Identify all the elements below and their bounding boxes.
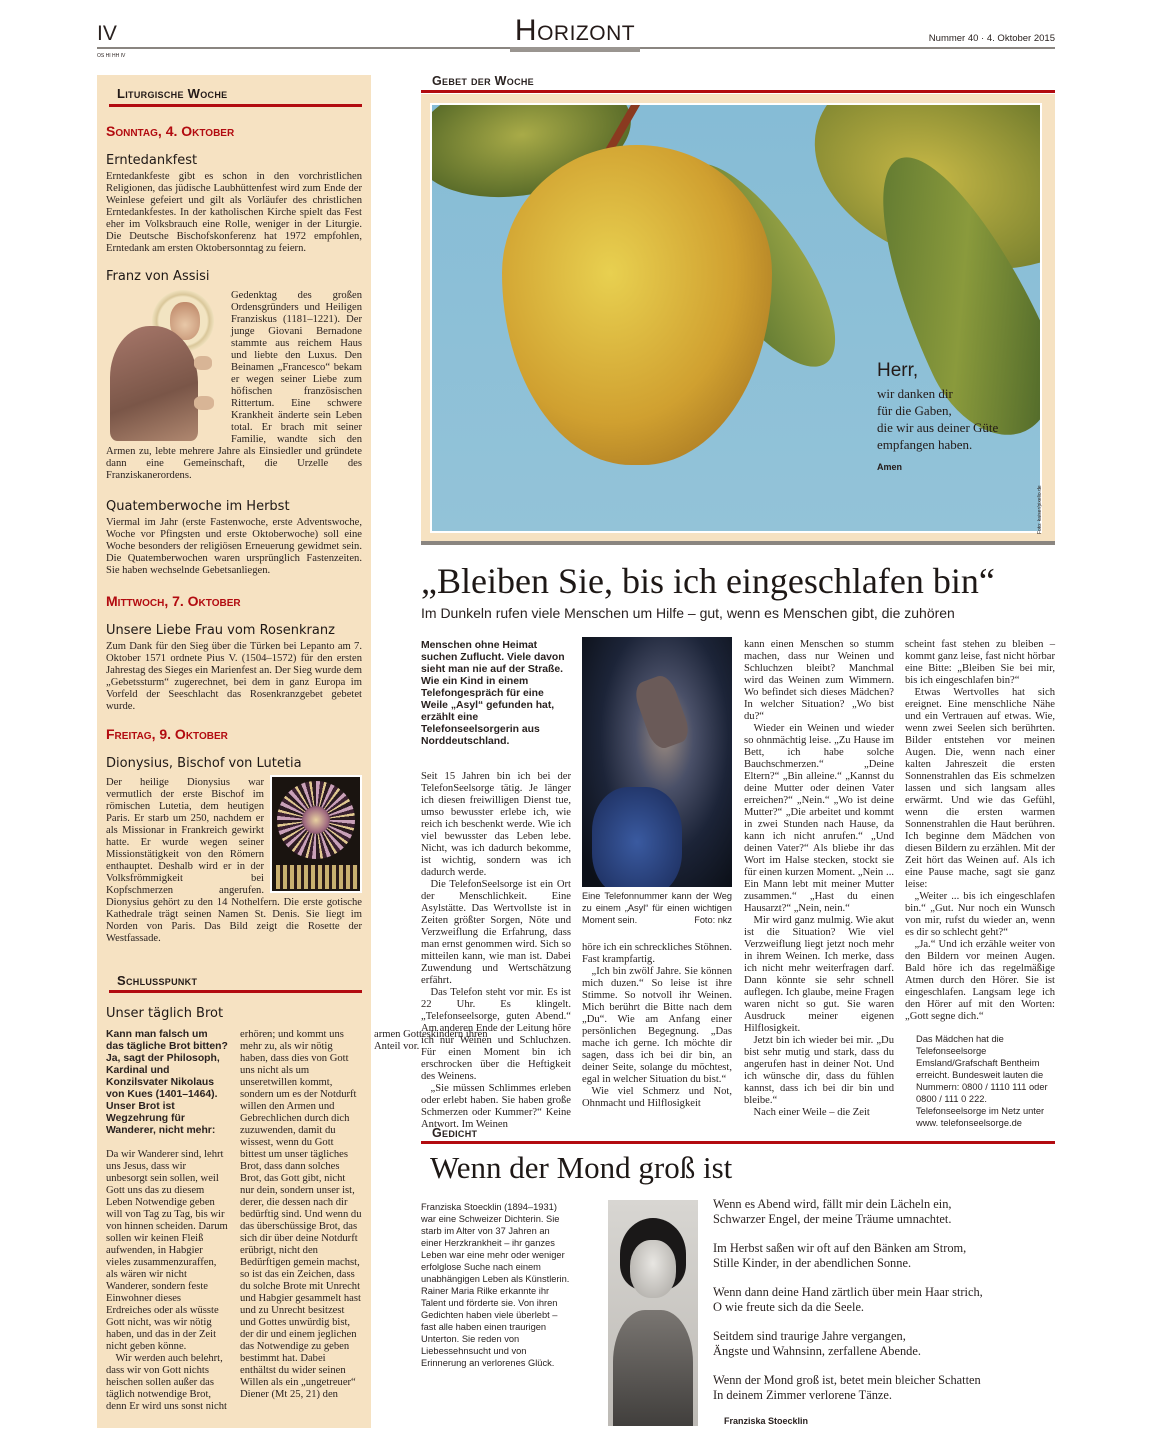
photo-credit: Foto: kaiser/pixelio.de — [1037, 485, 1043, 534]
closing-lead: Kann man falsch um das tägliche Brot bitten? Ja, sagt der Philosoph, Kardinal und Konzilsvater Nikolaus von Kues (1401–1464). Unser Brot ist Wegzehrung für Wanderer, nicht mehr: — [106, 1029, 228, 1136]
caption-text: Eine Telefonnummer kann der Weg zu einem „Asyl“ für einen wichtigen Moment sein. — [582, 891, 732, 925]
article-column-2 — [582, 637, 732, 1110]
poem-line: Seitdem sind traurige Jahre vergangen, — [713, 1329, 906, 1343]
article-column-1 — [421, 640, 571, 1131]
article-paragraph: Seit 15 Jahren bin ich bei der TelefonSeelsorge tätig. Je länger ich diesen freiwilligen Dienst tue, umso bewusster erlebe ich, wie reich ich beschenkt werde. Wie ich viel bewusster das Leben lebe. Nicht, was ich dadurch bekomme, ist wichtig, sondern was ich dadurch werde. — [421, 771, 571, 878]
pear-photo — [430, 103, 1042, 533]
poem-rule — [421, 1141, 1055, 1144]
rose-window-image — [270, 775, 362, 893]
closing-title: Unser täglich Brot — [106, 1006, 224, 1021]
prayer-frame — [421, 94, 1055, 541]
poem-stanza — [713, 1329, 983, 1359]
poem-body — [713, 1197, 983, 1403]
closing-paragraph: Wir werden auch belehrt, dass wir von Gott nichts heischen sollen außer das täglich notwendige Brot, denn Er wird uns sonst nicht erhören; und kommt uns mehr zu, als wir nötig haben, dass dies von Gott uns nicht als um unseretwillen kommt, sondern um es der Notdurft willen den Armen und Gebrechlichen durch dich zuzuwenden, damit du wissest, wenn du Gott bittest um unser tägliches Brot, dass dann solches Brot, das Gott gibt, nicht nur dein, sondern unser ist, derer, die dessen nach dir bedürftig sind. Und wenn du das überschüssige Brot, das sich dir über deine Notdurft erübrigt, nicht den Bedürftigen gemein machst, so ist das ein Zeichen, dass du solche Brote mit Unrecht und Habgier gesammelt hast und zu Unrecht besitzest und Gottes unwürdig bist, der dir und einem jeglichen das Notwendige zu geben bestimmt hat. Dabei enthältst du wider seinen Willen als ein „ungetreuer“ Diener (Mt 25, 21) den armen Gotteskindern ihren Anteil vor. — [106, 1029, 488, 1412]
poem-line: Wenn der Mond groß ist, betet mein bleicher Schatten — [713, 1373, 981, 1387]
entry-title: Dionysius, Bischof von Lutetia — [106, 756, 302, 771]
article-paragraph: Nach einer Weile – die Zeit — [753, 1107, 870, 1118]
entry-text: Zum Dank für den Sieg über die Türken bei Lepanto am 7. Oktober 1571 ordnete Pius V. (1504–1572) für den ersten Jahrestag des Sieges ein Marienfest an. Der Sieg wurde dem „Gebetssturm“ zugerechnet, bei dem in ganz Europa im Vorfeld der Seeschlacht das Rosenkranzgebet gebetet wurde. — [106, 641, 362, 712]
article-paragraph: „Ja.“ Und ich erzähle weiter von den Bildern vor meinen Augen. Bald höre ich das regelmäßige Atmen durch den Hörer. Sie ist eingeschlafen. Langsam lege ich den Hörer auf mit den Worten: „Gott segne dich.“ — [905, 939, 1055, 1022]
poem-stanza — [713, 1285, 983, 1315]
article-paragraph: Jetzt bin ich wieder bei mir. „Du bist sehr mutig und stark, dass du angerufen hast in deiner Not. Und ich wünsche dir, dass du fühlen kannst, dass ich bei dir bin und bleibe.“ — [744, 1035, 894, 1106]
prayer-line: empfangen haben. — [877, 437, 973, 452]
article-paragraph: Die TelefonSeelsorge ist ein Ort der Menschlichkeit. Eine Asylstätte. Das Wertvollste ist in Zeiten größter Sorgen, Nöte und Verzweiflung die Erfahrung, dass man ernst genommen wird. Sich so mitteilen kann, wie man ist. Dabei Zuwendung und Wertschätzung erfährt. — [421, 879, 571, 986]
page-number: IV — [97, 22, 117, 45]
franziskus-image — [102, 288, 227, 443]
entry-title: Franz von Assisi — [106, 269, 210, 284]
poem-line: Wenn es Abend wird, fällt mir dein Lächeln ein, — [713, 1197, 952, 1211]
day-heading: Freitag, 9. Oktober — [106, 726, 228, 742]
article-paragraph: kann einen Menschen so stumm machen, dass nur Weinen und Schluchzen bleibt? Manchmal wird das Weinen zum Wimmern. Wo befindet sich dieses Mädchen? In welcher Situation? „Wo bist du?“ — [744, 639, 894, 722]
entry-title: Quatemberwoche im Herbst — [106, 499, 290, 514]
poem-line: In deinem Zimmer verlorene Tänze. — [713, 1388, 893, 1402]
article-paragraph: Wieder ein Weinen und wieder so ohnmächtig leise. „Zu Hause im Bett, ich habe solche Bauchschmerzen.“ „Deine Eltern?“ „Bin alleine.“ „Kannst du deine Mutter oder deinen Vater erreichen?“ „Nein.“ „Wo ist deine Mutter?“ „Die arbeitet und kommt in zwei Stunden nach Hause, da kann ich nicht anrufen.“ „Und deinen Vater?“ Als bliebe ihr das Wort im Halse stecken, stockt sie für einen kurzen Moment. „Nein ... Ein Mann lebt mit meiner Mutter zusammen.“ „Hast du einen Hausarzt?“ „Nein, nein.“ — [744, 723, 894, 914]
section-rule — [109, 104, 362, 107]
poem-title: Wenn der Mond groß ist — [430, 1150, 733, 1185]
entry-text: Gedenktag des großen Ordensgründers und Heiligen Franziskus (1181–1221). Der junge Giovani Bernadone stammte aus reichem Haus und liebte den Luxus. Den Beinamen „Francesco“ bekam er wegen seiner Liebe zum höfischen französischen Rittertum. Eine schwere Krankheit änderte sein Leben total. Er brach mit seiner Familie, wandte sich den Armen zu, lebte mehrere Jahre als Einsiedler und gründete dann eine Gemeinschaft, die Urzelle des Franziskanerordens. — [106, 290, 362, 481]
closing-paragraph: Da wir Wanderer sind, lehrt uns Jesus, dass wir unbesorgt sein sollen, weil Gott uns das zu diesem Leben Notwendige geben will von Tag zu Tag, bis wir von hinnen scheiden. Darum sollen wir keinen Fleiß aufwenden, in Habgier vieles zusammenzuraffen, als wären wir nicht Wanderer, sondern feste Einwohner dieses Erdreiches oder als wüsste Gott nicht, was wir nötig haben, und das in der Zeit nicht geben könne. — [106, 1149, 228, 1352]
prayer-heading: Herr, — [877, 360, 919, 381]
prayer-section-title: Gebet der Woche — [432, 74, 534, 88]
section-rule — [109, 990, 362, 993]
article-paragraph: Das Telefon steht vor mir. Es ist 22 Uhr. Es klingelt. „Telefonseelsorge, guten Abend.“ Am anderen Ende der Leitung höre ich nur Weinen und Schluchzen. Für einen Moment bin ich erschrocken über die Heftigkeit des Weinens. — [421, 987, 571, 1082]
day-heading: Mittwoch, 7. Oktober — [106, 593, 241, 609]
day-heading: Sonntag, 4. Oktober — [106, 123, 235, 139]
poet-bio: Franziska Stoecklin (1894–1931) war eine Schweizer Dichterin. Sie starb im Alter von 37 Jahren an einer Herzkrankheit – ihr ganzes Leben war eine mehr oder weniger erfolglose Suche nach einem unabhängigen Leben als Künstlerin. Rainer Maria Rilke erkannte ihr Talent und förderte sie. Von ihren Gedichten haben viele überlebt – fast alle haben einen traurigen Unterton. Sie reden von Liebessehnsucht und von Erinnerung an verlorenes Glück. — [421, 1202, 570, 1368]
article-paragraph: „Sie müssen Schlimmes erleben oder erlebt haben. Sie haben große Schmerzen oder Kummer?“ Keine Antwort. Im Weinen — [421, 1083, 571, 1130]
article-paragraph: höre ich ein schreckliches Stöhnen. Fast krampfartig. — [582, 942, 732, 965]
caption-credit: Foto: nkz — [694, 915, 732, 925]
poem-line: O wie freute sich da die Seele. — [713, 1300, 865, 1314]
telephone-photo — [582, 637, 732, 887]
entry-text: Viermal im Jahr (erste Fastenwoche, erste Adventswoche, Woche vor Pfingsten und erste Oktoberwoche) soll eine Woche besonders der religiösen Erneuerung gewidmet sein. Die Quatemberwochen waren ursprünglich Fastenzeiten. Sie haben wechselnde Gebetsanliegen. — [106, 517, 362, 576]
prayer-amen: Amen — [877, 462, 903, 472]
entry-title: Unsere Liebe Frau vom Rosenkranz — [106, 623, 335, 638]
article-paragraph: Mir wird ganz mulmig. Wie akut ist die Situation? Wie viel Verzweiflung liegt jetzt noch mehr in ihrem Weinen. Ich merke, dass ich nicht mehr weiterfragen darf. Dann könnte sie sehr schnell auflegen. Ich glaube, meine Fragen waren nicht so gut. Sie waren Ausdruck meiner eigenen Hilflosigkeit. — [744, 915, 894, 1034]
poem-line: Im Herbst saßen wir oft auf den Bänken am Strom, — [713, 1241, 967, 1255]
article-subheadline: Im Dunkeln rufen viele Menschen um Hilfe – gut, wenn es Menschen gibt, die zuhören — [421, 605, 955, 621]
article-paragraph: „Weiter ... bis ich eingeschlafen bin.“ „Gut. Nur noch ein Wunsch von mir, rufst du wieder an, wenn es dir so schlecht geht?“ — [905, 891, 1055, 938]
prayer-rule — [421, 90, 1055, 93]
poem-line: Ängste und Wahnsinn, zerfallene Abende. — [713, 1344, 921, 1358]
section-title: Liturgische Woche — [117, 86, 228, 101]
section-title: Schlusspunkt — [117, 973, 198, 988]
poem-stanza — [713, 1197, 983, 1227]
poem-stanza — [713, 1241, 983, 1271]
poem-line: Stille Kinder, in der abendlichen Sonne. — [713, 1256, 912, 1270]
poem-line: Wenn dann deine Hand zärtlich über mein Haar strich, — [713, 1285, 983, 1299]
poem-stanza — [713, 1373, 983, 1403]
poem-line: Schwarzer Engel, der meine Träume umnachtet. — [713, 1212, 952, 1226]
prayer-line: die wir aus deiner Güte — [877, 420, 999, 435]
entry-title: Erntedankfest — [106, 153, 198, 168]
info-box: Das Mädchen hat die Telefonseelsorge Emsland/Grafschaft Bentheim erreicht. Bundesweit lauten die Nummern: 0800 / 1110 111 oder 0800 / 111 0 222. Telefonseelsorge im Netz unter www. telefonseelsorge.de — [916, 1034, 1048, 1128]
prayer-bottom-rule — [421, 541, 1055, 545]
entry-text: Erntedankfeste gibt es schon in den vorchristlichen Religionen, das jüdische Laubhüttenfest wird zum Ende der Weinlese gefeiert und gilt als Vorläufer des christlichen Erntedankfestes. In der katholischen Kirche spielt das Fest eher im Volksbrauch eine Rolle, weniger in der Liturgie. Die Deutsche Bischofskonferenz hat 1972 empfohlen, Erntedank am ersten Oktobersonntag zu feiern. — [106, 171, 362, 254]
article-headline: „Bleiben Sie, bis ich eingeschlafen bin“ — [421, 561, 995, 601]
article-paragraph: scheint fast stehen zu bleiben – kommt ganz leise, fast nicht hörbar eine Bitte: „Bleiben Sie bei mir, bis ich eingeschlafen bin?“ — [905, 639, 1055, 686]
article-column-3 — [744, 639, 894, 1119]
issue-info: Nummer 40 · 4. Oktober 2015 — [928, 33, 1055, 44]
prayer-line: für die Gaben, — [877, 403, 952, 418]
article-column-4 — [905, 639, 1055, 1129]
article-paragraph: „Ich bin zwölf Jahre. Sie können mich duzen.“ So leise ist ihre Stimme. So notvoll ihr Weinen. Mich berührt die Bitte nach dem „Du“. Wie am Anfang einer persönlichen Begegnung. „Das mache ich gerne. Ich möchte dir sagen, dass ich bei dir bin, an deiner Seite, solange du möchtest, egal in welcher Situation du bist.“ — [582, 966, 732, 1085]
poem-author: Franziska Stoecklin — [724, 1416, 809, 1426]
poem-section-title: Gedicht — [432, 1126, 478, 1140]
entry-text: Der heilige Dionysius war vermutlich der erste Bischof im römischen Lutetia, dem heutigen Paris. Er starb um 250, nachdem er als Missionar in Frankreich gewirkt hatte. Er wurde wegen seiner Missionstätigkeit von den Römern enthauptet. Deshalb wird er in der Volksfrömmigkeit bei Kopfschmerzen angerufen. Dionysius gehört zu den 14 Nothelfern. Die erste gotische Kathedrale trägt seinen Namen St. Denis. Sie liegt im Norden von Paris. Das Bild zeigt die Rosette der Westfassade. — [106, 777, 362, 944]
masthead: Horizont — [514, 14, 636, 47]
article-paragraph: Wie viel Schmerz und Not, Ohnmacht und Hilflosigkeit — [582, 1086, 732, 1109]
edition-code: OS HI HH IV — [97, 53, 126, 59]
poet-photo — [608, 1200, 698, 1426]
photo-caption — [582, 890, 732, 926]
article-lead: Menschen ohne Heimat suchen Zuflucht. Viele davon sieht man nie auf der Straße. Wie ein Kind in einem Telefongespräch für eine Weile „Asyl“ gefunden hat, erzählt eine Telefonseelsorgerin aus Norddeutschland. — [421, 640, 565, 747]
article-paragraph: Etwas Wertvolles hat sich ereignet. Eine menschliche Nähe und ein Vertrauen auf etwas. Wie, wenn zwei Seelen sich berührten. Bilder entstehen vor meinen Augen. Die, wenn nach einer kalten Jahreszeit die ersten Sonnenstrahlen das Eis schmelzen lassen und sich langsam alles erwärmt. Und wie das Gefühl, wenn die ersten warmen Sonnenstrahlen die Haut berühren. Ich beginne dem Mädchen von diesen Bildern zu erzählen. Mit der Zeit hört das Weinen auf. Als ich eine Pause mache, sagt sie ganz leise: — [905, 687, 1055, 890]
prayer-line: wir danken dir — [877, 386, 953, 401]
